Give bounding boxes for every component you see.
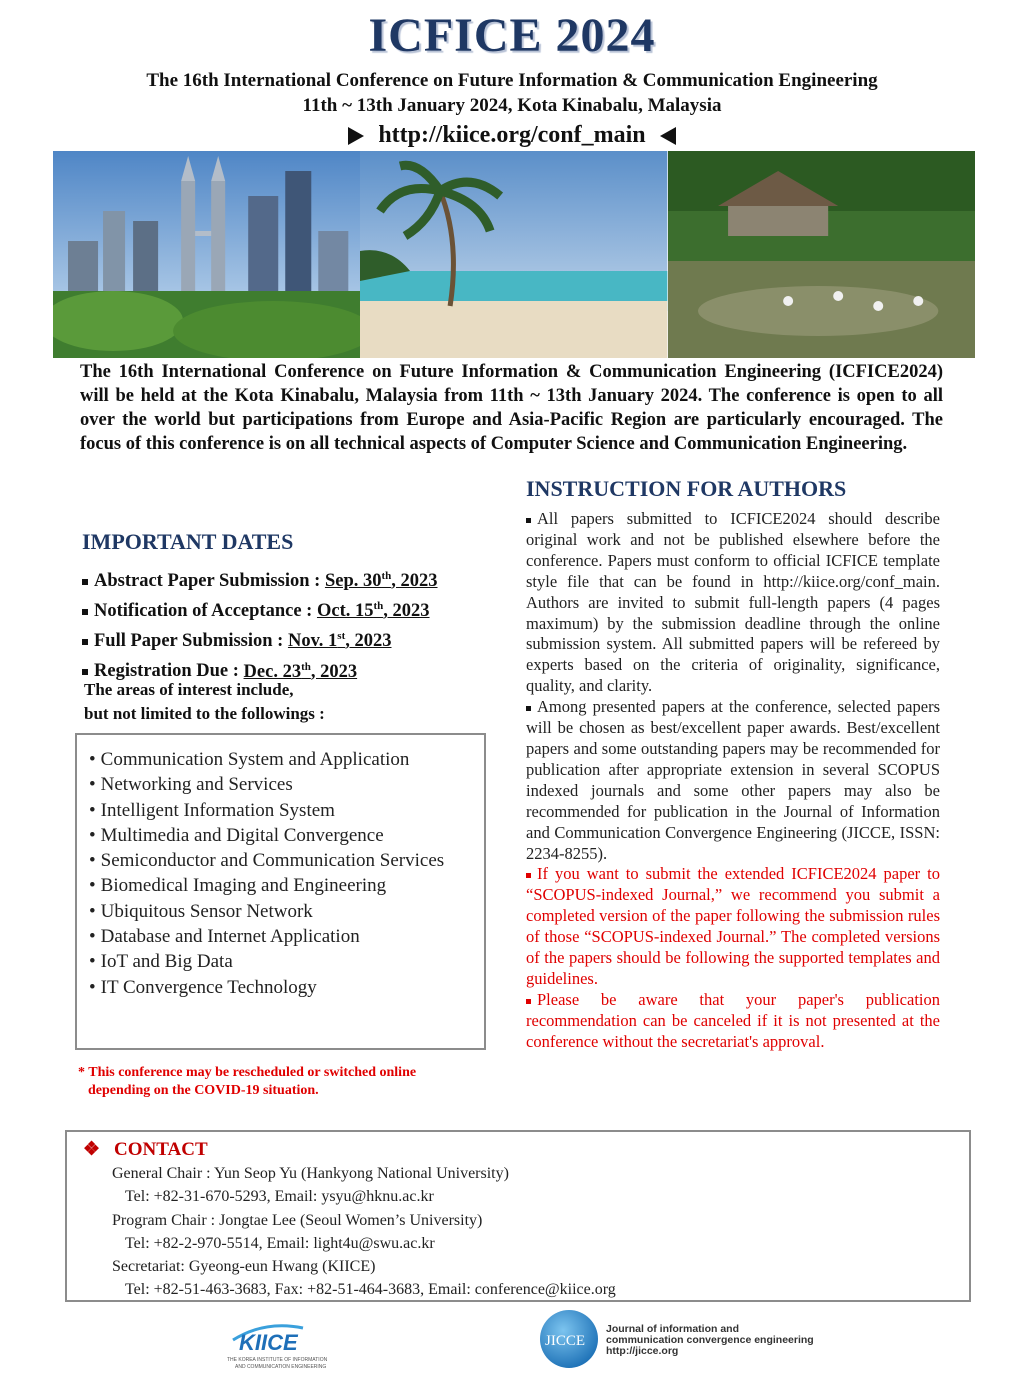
date-item [82, 594, 512, 624]
instructions-heading: INSTRUCTION FOR AUTHORS [526, 476, 847, 501]
square-bullet-icon [82, 609, 88, 615]
list-item: • IT Convergence Technology [89, 975, 444, 1000]
list-item: • Multimedia and Digital Convergence [89, 823, 444, 848]
photo-strip [53, 151, 975, 358]
important-dates-list [82, 564, 512, 685]
areas-box [75, 733, 486, 1050]
square-bullet-icon [526, 706, 531, 711]
list-item: • Semiconductor and Communication Services [89, 848, 444, 873]
right-pointer-icon [348, 127, 364, 145]
instructions-body [526, 509, 940, 1053]
jicce-logo-text: JICCE [545, 1333, 586, 1349]
program-chair-contact[interactable]: Tel: +82-2-970-5514, Email: light4u@swu.ac.kr [125, 1234, 435, 1252]
instruction-paragraph-highlight: Please be aware that your paper's publication recommendation can be canceled if it is not presented at the conference without the secretariat's approval. [526, 989, 940, 1051]
instruction-paragraph-highlight: If you want to submit the extended ICFICE2024 paper to “SCOPUS-indexed Journal,” we recommend you submit a completed version of the paper following the submission rules of those “SCOPUS-indexed Journal.” The completed versions of the papers should be following the supported templates and guidelines. [526, 864, 940, 988]
list-item: • Networking and Services [89, 772, 444, 797]
date-value: Oct. 15th, 2023 [316, 600, 430, 622]
svg-text:AND COMMUNICATION ENGINEERING: AND COMMUNICATION ENGINEERING [235, 1364, 327, 1370]
conference-subtitle: The 16th International Conference on Future Information & Communication Engineering [146, 70, 878, 91]
program-chair: Program Chair : Jongtae Lee (Seoul Women’s University) [112, 1211, 483, 1229]
secretariat-contact[interactable]: Tel: +82-51-463-3683, Fax: +82-51-464-3683, Email: conference@kiice.org [125, 1281, 616, 1299]
date-value: Sep. 30th, 2023 [324, 570, 438, 592]
date-value: Dec. 23th, 2023 [243, 660, 358, 682]
date-label: Registration Due : [94, 661, 244, 682]
areas-intro-line: but not limited to the followings : [84, 704, 325, 723]
contact-heading: ❖ CONTACT [83, 1139, 208, 1160]
kiice-logo [225, 1318, 335, 1370]
list-item: • Biomedical Imaging and Engineering [89, 873, 444, 898]
areas-intro-line: The areas of interest include, [84, 680, 294, 699]
beach-photo [360, 151, 667, 358]
list-item: • Ubiquitous Sensor Network [89, 899, 444, 924]
list-item: • Database and Internet Application [89, 924, 444, 949]
svg-text:THE KOREA INSTITUTE OF INFORMA: THE KOREA INSTITUTE OF INFORMATION [227, 1357, 328, 1363]
areas-list [89, 747, 444, 1000]
square-bullet-icon [82, 669, 88, 675]
secretariat: Secretariat: Gyeong-eun Hwang (KIICE) [112, 1258, 376, 1276]
date-label: Abstract Paper Submission : [94, 571, 325, 592]
square-bullet-icon [526, 873, 531, 878]
date-item [82, 564, 512, 594]
wildlife-park-photo [668, 151, 975, 358]
list-item: • Intelligent Information System [89, 798, 444, 823]
square-bullet-icon [82, 639, 88, 645]
note-line: * This conference may be rescheduled or switched online [78, 1065, 417, 1080]
square-bullet-icon [526, 999, 531, 1004]
general-chair: General Chair : Yun Seop Yu (Hankyong National University) [112, 1165, 509, 1182]
diamond-bullet-icon: ❖ [83, 1139, 101, 1160]
date-label: Full Paper Submission : [94, 631, 288, 652]
jicce-logo [536, 1308, 826, 1370]
contact-box [65, 1130, 971, 1302]
square-bullet-icon [82, 579, 88, 585]
square-bullet-icon [526, 518, 531, 523]
areas-intro [84, 678, 504, 726]
general-chair-contact[interactable]: Tel: +82-31-670-5293, Email: ysyu@hknu.ac.kr [125, 1188, 434, 1206]
conference-url-line [0, 122, 1024, 149]
note-line: depending on the COVID-19 situation. [88, 1083, 319, 1098]
jicce-logo-caption: Journal of information and communication convergence engineering http://jicce.org [606, 1323, 814, 1357]
important-dates-heading: IMPORTANT DATES [82, 529, 294, 554]
date-value: Nov. 1st, 2023 [287, 630, 392, 652]
conference-title: ICFICE 2024 [368, 9, 656, 62]
instruction-paragraph: Among presented papers at the conference, selected papers will be chosen as best/excellent paper awards. Best/excellent papers and some outstanding papers may be recommended for publication after appropriate extension in several SCOPUS indexed journals and some other papers may also be recommended for publication in the Journal of Information and Communication Convergence Engineering (JICCE, ISSN: 2234-8255). [526, 697, 940, 863]
covid-note [78, 1064, 478, 1100]
conference-url-link[interactable]: http://kiice.org/conf_main [378, 122, 646, 148]
date-label: Notification of Acceptance : [94, 601, 317, 622]
kuala-lumpur-skyline-photo [53, 151, 360, 358]
conference-dates-location: 11th ~ 13th January 2024, Kota Kinabalu, Malaysia [302, 95, 722, 116]
intro-paragraph: The 16th International Conference on Future Information & Communication Engineering (ICFICE2024) will be held at the Kota Kinabalu, Malaysia from 11th ~ 13th January 2024. The conference is open to all over the world but participations from Europe and Asia-Pacific Region are particularly encouraged. The focus of this conference is on all technical aspects of Computer Science and Communication Engineering. [80, 362, 943, 454]
kiice-logo-text: KIICE [239, 1330, 298, 1355]
list-item: • IoT and Big Data [89, 949, 444, 974]
left-pointer-icon [660, 127, 676, 145]
list-item: • Communication System and Application [89, 747, 444, 772]
instruction-paragraph: All papers submitted to ICFICE2024 should describe original work and not be published elsewhere before the conference. Papers must conform to official ICFICE template style file that can be found in http://kiice.org/conf_main. Authors are invited to submit full-length papers (4 pages maximum) by the submission deadline through the online submission system. All submitted papers will be refereed by experts based on the criteria of originality, significance, quality, and clarity. [526, 509, 940, 696]
date-item [82, 624, 512, 654]
contact-details [112, 1162, 616, 1302]
